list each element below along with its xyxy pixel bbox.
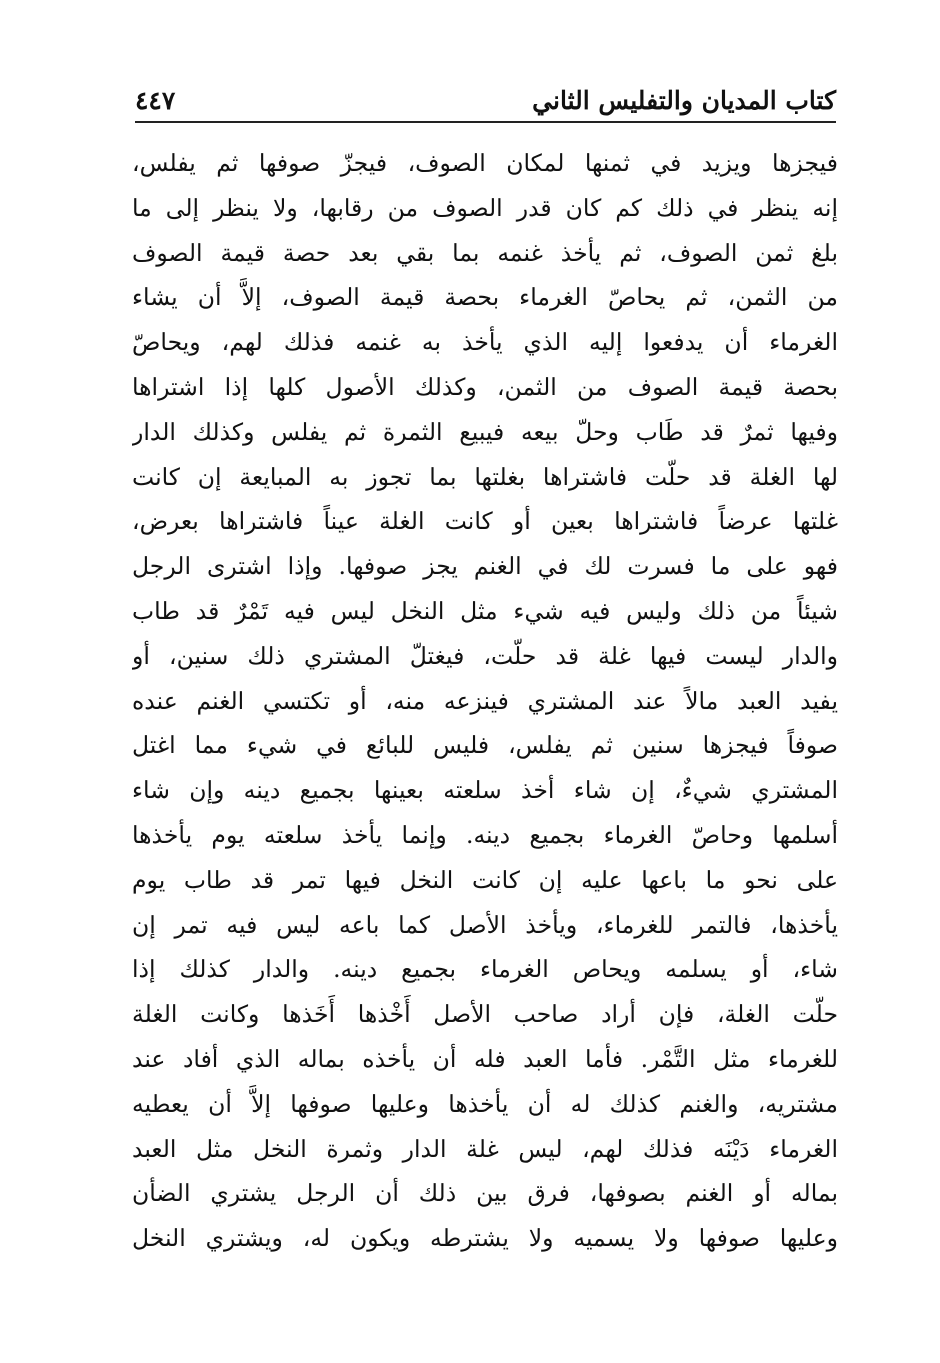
text-line: شاء، أو يسلمه ويحاص الغرماء بجميع دينه. والدار كذلك إذا bbox=[132, 955, 838, 984]
text-line: وفيها ثمرٌ قد طَاب وحلّ بيعه فيبيع الثمرة ثم يفلس وكذلك الدار bbox=[132, 417, 838, 446]
text-line: بلغ ثمن الصوف، ثم يأخذ غنمه بما بقي بعد حصة قيمة الصوف bbox=[132, 238, 838, 267]
page-number: ٤٤٧ bbox=[135, 86, 176, 115]
text-line: بماله أو الغنم بصوفها، فرق بين ذلك أن الرجل يشتري الضأن bbox=[132, 1179, 838, 1208]
text-line: إنه ينظر في ذلك كم كان قدر الصوف من رقابها، ولا ينظر إلى ما bbox=[132, 193, 838, 222]
page-header bbox=[135, 84, 836, 120]
text-line: للغرماء مثل التَّمْر. فأما العبد فله أن يأخذه بماله الذي أفاد عند bbox=[132, 1044, 838, 1073]
text-line: وعليها صوفها ولا يسميه ولا يشترطه ويكون له، ويشتري النخل bbox=[132, 1224, 838, 1253]
text-line: حلّت الغلة، فإن أراد صاحب الأصل أَخْذها أَخَذها وكانت الغلة bbox=[132, 1000, 838, 1029]
text-line: فهو على ما فسرت لك في الغنم يجز صوفها. وإذا اشترى الرجل bbox=[132, 552, 838, 581]
body-text bbox=[132, 141, 838, 1261]
text-line: الغرماء دَيْنَه فذلك لهم، ليس غلة الدار وثمرة النخل مثل العبد bbox=[132, 1134, 838, 1163]
text-line: والدار ليست فيها غلة قد حلّت، فيغتلّ المشتري ذلك سنين، أو bbox=[132, 641, 838, 670]
text-line: مشتريه، والغنم كذلك له أن يأخذها وعليها صوفها إلاَّ أن يعطيه bbox=[132, 1089, 838, 1118]
text-line: من الثمن، ثم يحاصّ الغرماء بحصة قيمة الصوف، إلاَّ أن يشاء bbox=[132, 283, 838, 312]
text-line: غلتها عرضاً فاشتراها بعين أو كانت الغلة عيناً فاشتراها بعرض، bbox=[132, 507, 838, 536]
text-line: شيئاً من ذلك وليس فيه شيء مثل النخل ليس فيه تَمْرٌ قد طاب bbox=[132, 596, 838, 625]
text-line: فيجزها ويزيد في ثمنها لمكان الصوف، فيجزّ صوفها ثم يفلس، bbox=[132, 149, 838, 177]
text-line: الغرماء أن يدفعوا إليه الذي يأخذ به غنمه فذلك لهم، ويحاصّ bbox=[132, 328, 838, 357]
text-line: على نحو ما باعها عليه إن كانت النخل فيها تمر قد طاب يوم bbox=[132, 865, 838, 894]
text-line: لها الغلة قد حلّت فاشتراها بغلتها بما تجوز به المبايعة إن كانت bbox=[132, 462, 838, 491]
text-line: المشتري شيءٌ، إن شاء أخذ سلعته بعينها بجميع دينه وإن شاء bbox=[132, 776, 838, 805]
header-divider bbox=[135, 121, 836, 123]
running-title: كتاب المديان والتفليس الثاني bbox=[532, 86, 836, 115]
text-line: يفيد العبد مالاً عند المشتري فينزعه منه، أو تكتسي الغنم عنده bbox=[132, 686, 838, 715]
text-line: أسلمها وحاصّ الغرماء بجميع دينه. وإنما يأخذ سلعته يوم يأخذها bbox=[132, 820, 838, 849]
text-line: يأخذها، فالتمر للغرماء، ويأخذ الأصل كما باعه ليس فيه تمر إن bbox=[132, 910, 838, 939]
text-line: صوفاً فيجزها سنين ثم يفلس، فليس للبائع في شيء مما اغتل bbox=[132, 731, 838, 760]
text-line: بحصة قيمة الصوف من الثمن، وكذلك الأصول كلها إذا اشتراها bbox=[132, 372, 838, 401]
